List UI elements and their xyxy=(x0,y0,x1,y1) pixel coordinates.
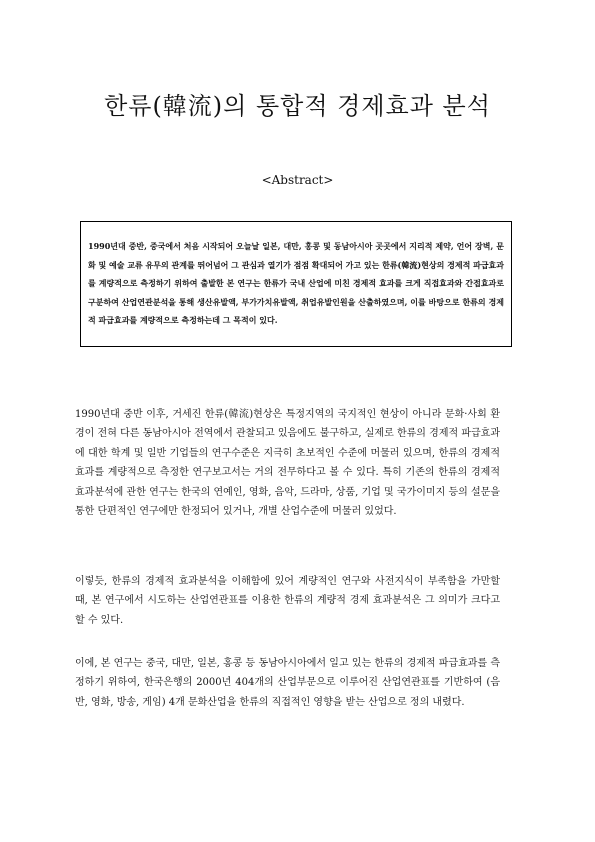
body-paragraph-3: 이에, 본 연구는 중국, 대만, 일본, 홍콩 등 동남아시아에서 일고 있는 한류의 경제적 파급효과를 측정하기 위하여, 한국은행의 2000년 404개의 산업부문으로 이루어진 산업연관표를 기반하여 (음반, 영화, 방송, 게임) 4개 문화산업을 한류의 직접적인 영향을 받는 산업으로 정의 내렸다. xyxy=(75,658,500,708)
body-paragraph-2: 이렇듯, 한류의 경제적 효과분석을 이해함에 있어 계량적인 연구와 사전지식이 부족함을 가만할 때, 본 연구에서 시도하는 산업연관표를 이용한 한류의 계량적 경제 효과분석은 그 의미가 크다고 할 수 있다. xyxy=(75,576,500,626)
abstract-heading: <Abstract> xyxy=(261,173,334,187)
abstract-text: 1990년대 중반, 중국에서 처음 시작되어 오늘날 일본, 대만, 홍콩 및 동남아시아 곳곳에서 지리적 제약, 언어 장벽, 문화 및 예술 교류 유무의 관계를 뛰어넘어 그 관심과 열기가 점점 확대되어 가고 있는 한류(韓流)현상의 경제적 파급효과를 계량적으로 측정하기 위하여 출발한 본 연구는 한류가 국내 산업에 미친 경제적 효과를 크게 직접효과와 간접효과로 구분하여 산업연관분석을 통해 생산유발액, 부가가치유발액, 취업유발인원을 산출하였으며, 이를 바탕으로 한류의 경제적 파급효과를 계량적으로 측정하는데 그 목적이 있다. xyxy=(88,241,504,325)
body-paragraph-1: 1990년대 중반 이후, 거세진 한류(韓流)현상은 특정지역의 국지적인 현상이 아니라 문화·사회 환경이 전혀 다른 동남아시아 전역에서 관찰되고 있음에도 불구하고, 실제로 한류의 경제적 파급효과에 대한 학계 및 일반 기업들의 연구수준은 지극히 초보적인 수준에 머물러 있으며, 한류의 경제적 효과를 계량적으로 측정한 연구보고서는 거의 전무하다고 볼 수 있다. 특히 기존의 한류의 경제적 효과분석에 관한 연구는 한국의 연예인, 영화, 음악, 드라마, 상품, 기업 및 국가이미지 등의 설문을 통한 단편적인 연구에만 한정되어 있거나, 개별 산업수준에 머물러 있었다. xyxy=(75,409,500,518)
page-title: 한류(韓流)의 통합적 경제효과 분석 xyxy=(104,92,491,120)
abstract-box xyxy=(80,221,512,347)
